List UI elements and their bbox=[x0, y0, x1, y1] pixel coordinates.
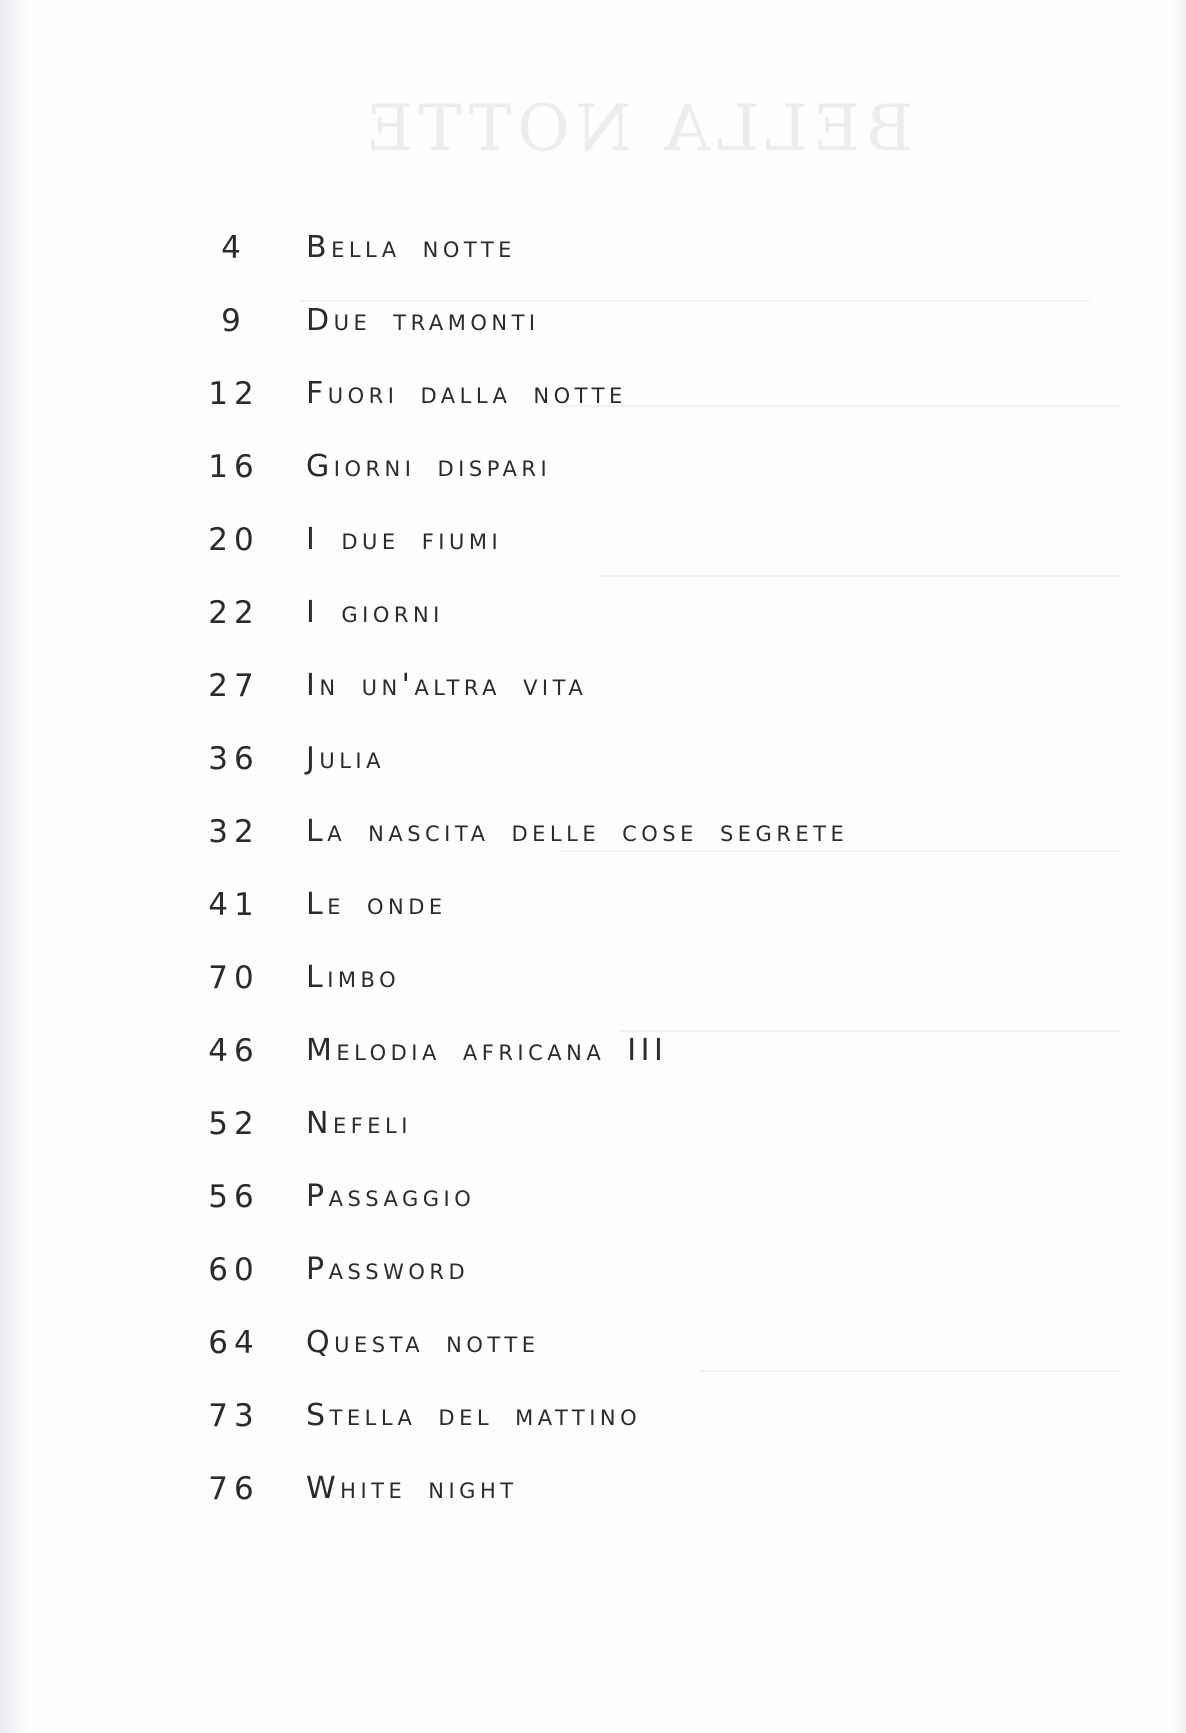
toc-entry bbox=[0, 666, 1186, 739]
toc-page-number: 4 bbox=[221, 230, 247, 266]
toc-title: Passaggio bbox=[306, 1179, 476, 1214]
toc-title: Julia bbox=[306, 741, 385, 776]
toc-entry bbox=[0, 447, 1186, 520]
toc-title: Bella notte bbox=[306, 230, 516, 265]
show-through-title: BELLA NOTTE bbox=[360, 92, 914, 166]
toc-title: I due fiumi bbox=[306, 522, 503, 557]
toc-title: I giorni bbox=[306, 595, 444, 630]
toc-entry bbox=[0, 1177, 1186, 1250]
toc-page-number: 64 bbox=[208, 1325, 260, 1361]
toc-entry bbox=[0, 1469, 1186, 1542]
toc-title: Stella del mattino bbox=[306, 1398, 642, 1433]
toc-entry bbox=[0, 593, 1186, 666]
toc-page-number: 12 bbox=[208, 376, 260, 412]
toc-page-number: 22 bbox=[208, 595, 260, 631]
toc-page-number: 9 bbox=[221, 303, 247, 339]
toc-page-number: 46 bbox=[208, 1033, 260, 1069]
toc-title: Giorni dispari bbox=[306, 449, 552, 484]
toc-page-number: 36 bbox=[208, 741, 260, 777]
toc-entry bbox=[0, 374, 1186, 447]
toc-page-number: 73 bbox=[208, 1398, 260, 1434]
toc-title: Le onde bbox=[306, 887, 447, 922]
toc-title: Limbo bbox=[306, 960, 401, 995]
toc-page-number: 52 bbox=[208, 1106, 260, 1142]
toc-page-number: 32 bbox=[208, 814, 260, 850]
table-of-contents bbox=[0, 228, 1186, 1542]
toc-entry bbox=[0, 1250, 1186, 1323]
toc-entry bbox=[0, 958, 1186, 1031]
toc-entry bbox=[0, 739, 1186, 812]
toc-title: La nascita delle cose segrete bbox=[306, 814, 849, 849]
toc-page-number: 56 bbox=[208, 1179, 260, 1215]
toc-entry bbox=[0, 520, 1186, 593]
toc-title: Due tramonti bbox=[306, 303, 540, 338]
toc-page-number: 60 bbox=[208, 1252, 260, 1288]
toc-entry bbox=[0, 812, 1186, 885]
toc-title: Questa notte bbox=[306, 1325, 540, 1360]
toc-entry bbox=[0, 1031, 1186, 1104]
toc-entry bbox=[0, 1396, 1186, 1469]
toc-page-number: 41 bbox=[208, 887, 260, 923]
toc-page-number: 70 bbox=[208, 960, 260, 996]
toc-page-number: 20 bbox=[208, 522, 260, 558]
toc-entry bbox=[0, 1323, 1186, 1396]
toc-title: Melodia africana III bbox=[306, 1033, 668, 1068]
toc-title: Fuori dalla notte bbox=[306, 376, 627, 411]
toc-page-number: 16 bbox=[208, 449, 260, 485]
toc-title: Password bbox=[306, 1252, 470, 1287]
toc-entry bbox=[0, 1104, 1186, 1177]
toc-title: White night bbox=[306, 1471, 518, 1506]
toc-title: Nefeli bbox=[306, 1106, 412, 1141]
toc-entry bbox=[0, 301, 1186, 374]
toc-entry bbox=[0, 885, 1186, 958]
toc-page-number: 76 bbox=[208, 1471, 260, 1507]
toc-entry bbox=[0, 228, 1186, 301]
toc-page-number: 27 bbox=[208, 668, 260, 704]
toc-title: In un'altra vita bbox=[306, 668, 588, 703]
